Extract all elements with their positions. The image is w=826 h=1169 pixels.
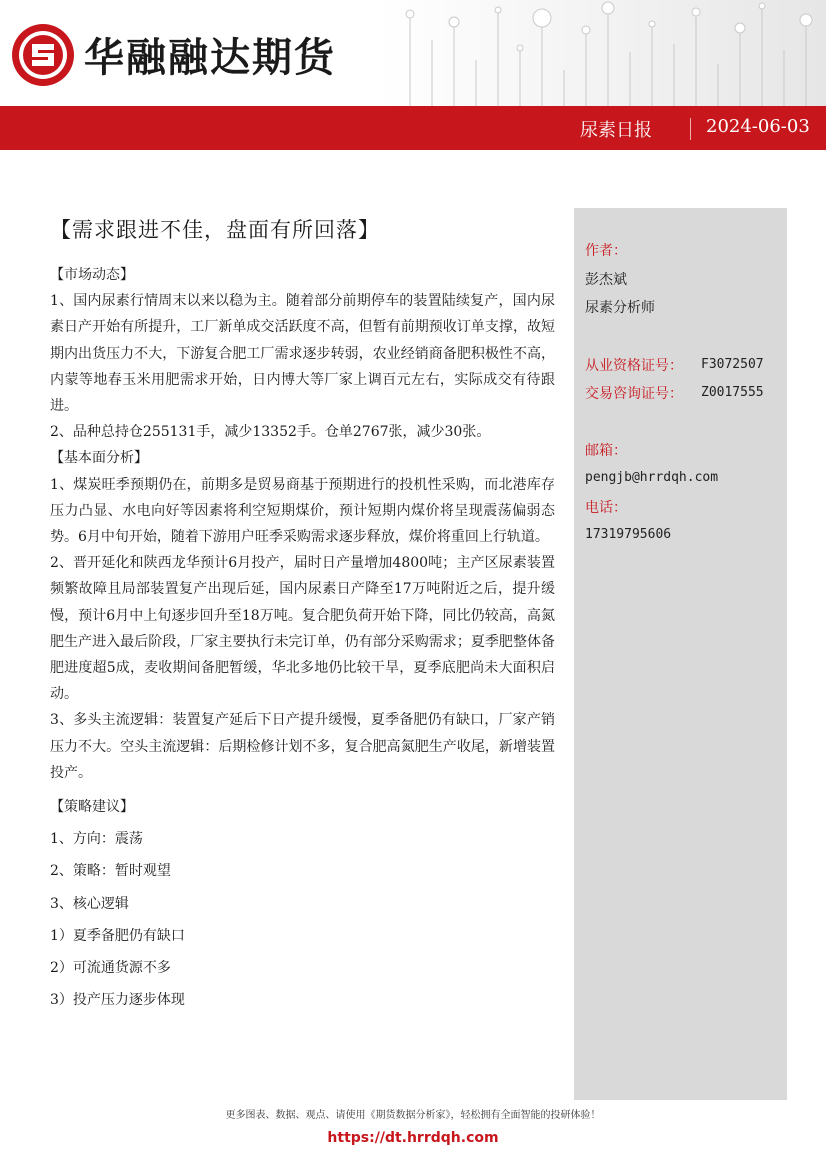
- list-item: 2、策略：暂时观望: [50, 863, 171, 880]
- report-body: [50, 262, 555, 1013]
- qualification-number: F3072507: [701, 357, 764, 372]
- paragraph: 1、国内尿素行情周末以来以稳为主。随着部分前期停车的装置陆续复产，国内尿素日产开始有所提升，工厂新单成交活跃度不高，但暂有前期预收订单支撑，故短期内出货压力不大，下游复合肥工厂需求逐步转弱，农业经销商备肥积极性不高，内蒙等地春玉米用肥需求开始，日内博大等厂家上调百元左右，实际成交有待跟进。: [50, 293, 555, 415]
- report-header: [0, 0, 826, 150]
- paragraph: 2、晋开延化和陕西龙华预计6月投产，届时日产量增加4800吨；主产区尿素装置频繁故障且局部装置复产出现后延，国内尿素日产降至17万吨附近之后，提升缓慢，预计6月中上旬逐步回升至18万吨。复合肥负荷开始下降，同比仍较高，高氮肥生产进入最后阶段，厂家主要执行未完订单，仍有部分采购需求；夏季肥整体备肥进度超5成，麦收期间备肥暂缓，华北多地仍比较干旱，夏季底肥尚未大面积启动。: [50, 555, 555, 703]
- qualification-label: 从业资格证号：: [585, 358, 683, 374]
- page-title: 【需求跟进不佳，盘面有所回落】: [50, 218, 380, 242]
- author-sidebar: [574, 208, 787, 1100]
- header-decoration: [380, 0, 826, 106]
- section-heading-fundamental: 【基本面分析】: [50, 450, 148, 467]
- consult-label: 交易咨询证号：: [585, 386, 683, 402]
- email-label: 邮箱：: [585, 443, 627, 459]
- paragraph: 1、煤炭旺季预期仍在，前期多是贸易商基于预期进行的投机性采购，而北港库存压力凸显、水电向好等因素将利空短期煤价，预计短期内煤价将呈现震荡偏弱态势。6月中旬开始，随着下游用户旺季采购需求逐步释放，煤价将重回上行轨道。: [50, 476, 555, 546]
- list-item: 2）可流通货源不多: [50, 960, 171, 977]
- paragraph: 3、多头主流逻辑：装置复产延后下日产提升缓慢，夏季备肥仍有缺口，厂家产销压力不大。空头主流逻辑：后期检修计划不多，复合肥高氮肥生产收尾，新增装置投产。: [50, 712, 555, 781]
- report-date: 2024-06-03: [706, 116, 810, 137]
- list-item: 3）投产压力逐步体现: [50, 992, 185, 1009]
- list-item: 1、方向：震荡: [50, 831, 143, 848]
- report-name: 尿素日报: [580, 120, 652, 141]
- section-heading-strategy: 【策略建议】: [50, 799, 134, 816]
- author-name: 彭杰斌: [585, 272, 627, 288]
- brand-name: 华融融达期货: [84, 35, 336, 81]
- email-value[interactable]: pengjb@hrrdqh.com: [585, 470, 719, 485]
- company-logo-icon: [10, 22, 76, 88]
- list-item: 1）夏季备肥仍有缺口: [50, 927, 185, 944]
- list-item: 3、核心逻辑: [50, 895, 129, 912]
- footer-note: 更多图表、数据、观点、请使用《期货数据分析家》，轻松拥有全面智能的投研体验！: [225, 1110, 601, 1121]
- author-title: 尿素分析师: [585, 300, 655, 316]
- header-red-bar: [0, 106, 826, 150]
- footer-link[interactable]: https://dt.hrrdqh.com: [327, 1130, 499, 1146]
- paragraph: 2、品种总持仓255131手，减少13352手。仓单2767张，减少30张。: [50, 424, 491, 441]
- section-heading-market: 【市场动态】: [50, 267, 134, 283]
- header-separator: [690, 118, 691, 140]
- phone-label: 电话：: [585, 500, 627, 516]
- phone-value: 17319795606: [585, 527, 672, 542]
- author-label: 作者：: [585, 243, 627, 259]
- consult-number: Z0017555: [701, 385, 764, 400]
